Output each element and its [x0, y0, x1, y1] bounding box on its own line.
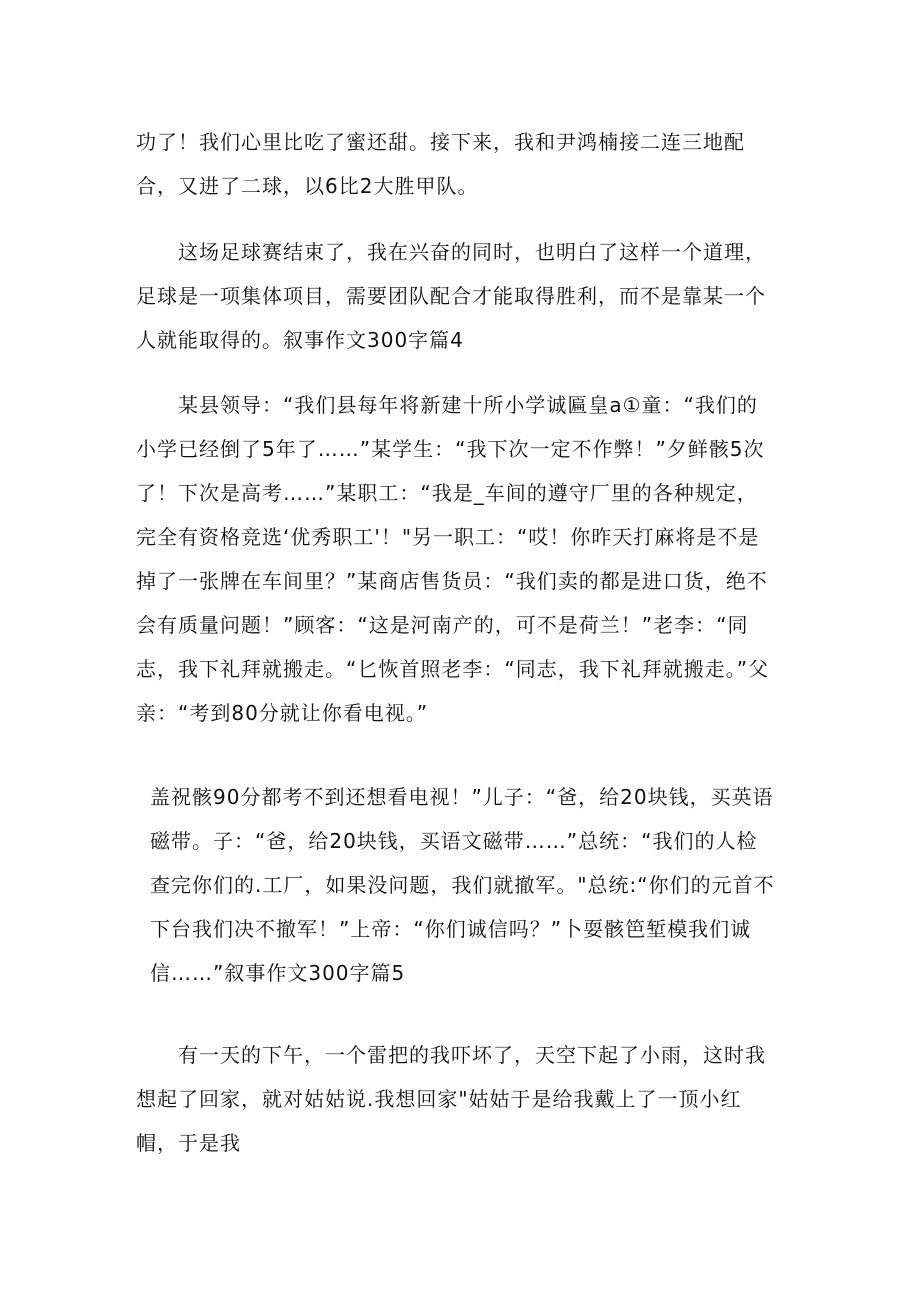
- paragraph-3: 某县领导：“我们县每年将新建十所小学诚匾皇a①童：“我们的小学已经倒了5年了……”某学生：“我下次一定不作弊！”夕鲜骸5次了！下次是高考……”某职工：“我是_车间的遵守厂里的各种规定，完全有资格竞选‘优秀职工'！"另一职工：“哎！你昨天打麻将是不是掉了一张牌在车间里？”某商店售货员：“我们卖的都是进口货，绝不会有质量问题！”顾客：“这是河南产的，可不是荷兰！”老李：“同志，我下礼拜就搬走。“匕恢首照老李：“同志，我下礼拜就搬走。”父亲：“考到80分就让你看电视。”: [136, 393, 770, 725]
- paragraph-1: 功了！我们心里比吃了蜜还甜。接下来，我和尹鸿楠接二连三地配合，又进了二球，以6比2大胜甲队。: [136, 130, 745, 198]
- paragraph-2: 这场足球赛结束了，我在兴奋的同时，也明白了这样一个道理，足球是一项集体项目，需要团队配合才能取得胜利，而不是靠某一个人就能取得的。叙事作文300字篇4: [136, 240, 766, 352]
- paragraph-4: 盖祝骸90分都考不到还想看电视！”儿子：“爸，给20块钱，买英语磁带。子：“爸，给20块钱，买语文磁带……”总统：“我们的人检查完你们的.工厂，如果没问题，我们就撤军。"总统:“你们的元首不下台我们决不撤军！”上帝：“你们诚信吗？”卜耍骸笆堑模我们诚信……”叙事作文300字篇5: [150, 785, 775, 985]
- paragraph-5: 有一天的下午，一个雷把的我吓坏了，天空下起了小雨，这时我想起了回家，就对姑姑说.我想回家"姑姑于是给我戴上了一顶小红帽，于是我: [136, 1043, 766, 1155]
